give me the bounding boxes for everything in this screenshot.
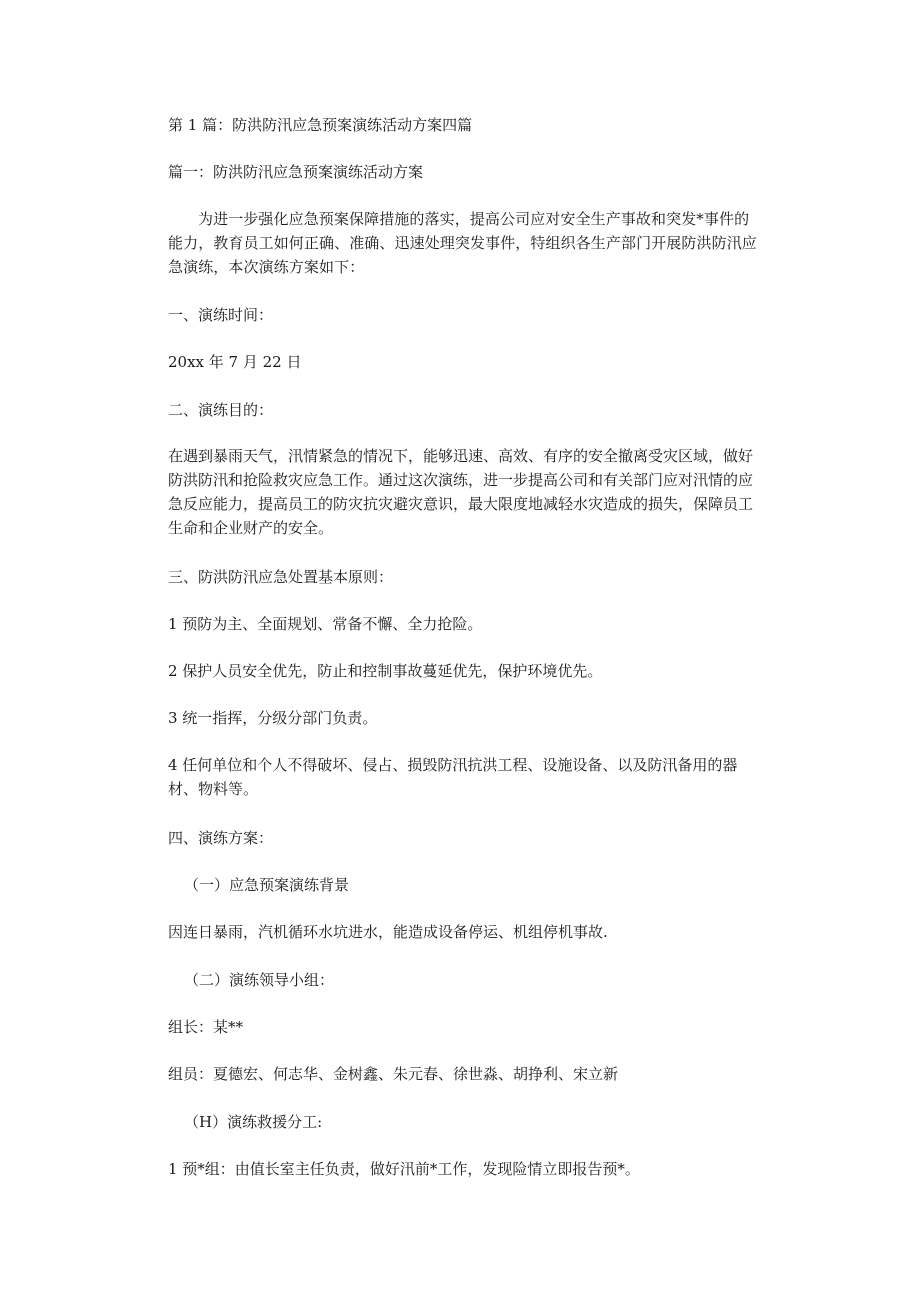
- intro-text: 为进一步强化应急预案保障措施的落实，提高公司应对安全生产事故和突发*事件的能力，教育员工如何正确、准确、迅速处理突发事件，特组织各生产部门开展防洪防汛应急演练，本次演练方案如下：: [168, 210, 757, 276]
- leader-line: 组长：某**: [168, 1018, 244, 1036]
- section1-date: 20xx 年 7 月 22 日: [168, 353, 302, 371]
- principle-1: 1 预防为主、全面规划、常备不懈、全力抢险。: [168, 615, 483, 633]
- subsection1-body: 因连日暴雨，汽机循环水坑进水，能造成设备停运、机组停机事故.: [168, 923, 608, 941]
- section4-heading: 四、演练方案：: [168, 829, 274, 847]
- subsection1-heading: （一）应急预案演练背景: [184, 876, 350, 894]
- members-line: 组员：夏德宏、何志华、金树鑫、朱元春、徐世淼、胡挣利、宋立新: [168, 1065, 619, 1083]
- subsection2-heading: （二）演练领导小组：: [184, 971, 335, 989]
- principle-2: 2 保护人员安全优先，防止和控制事故蔓延优先，保护环境优先。: [168, 662, 603, 680]
- intro-paragraph: [168, 207, 760, 279]
- document-title: 第 1 篇：防洪防汛应急预案演练活动方案四篇: [168, 116, 473, 134]
- section1-heading: 一、演练时间：: [168, 306, 274, 324]
- principle-4: 4 任何单位和个人不得破坏、侵占、损毁防汛抗洪工程、设施设备、以及防汛备用的器材、物料等。: [168, 756, 738, 798]
- principle-3: 3 统一指挥，分级分部门负责。: [168, 709, 378, 727]
- section3-heading: 三、防洪防汛应急处置基本原则：: [168, 568, 394, 586]
- section2-heading: 二、演练目的：: [168, 401, 274, 419]
- part1-heading: 篇一：防洪防汛应急预案演练活动方案: [168, 163, 424, 181]
- section2-paragraph: [168, 444, 760, 540]
- section2-text: 在遇到暴雨天气，汛情紧急的情况下，能够迅速、高效、有序的安全撤离受灾区域，做好防洪防汛和抢险救灾应急工作。通过这次演练，进一步提高公司和有关部门应对汛情的应急反应能力，提高员工的防灾抗灾避灾意识，最大限度地减轻水灾造成的损失，保障员工生命和企业财产的安全。: [168, 447, 754, 537]
- duty-1: 1 预*组：由值长室主任负责，做好汛前*工作，发现险情立即报告预*。: [168, 1160, 640, 1178]
- subsection3-heading: （H）演练救援分工:: [184, 1113, 323, 1131]
